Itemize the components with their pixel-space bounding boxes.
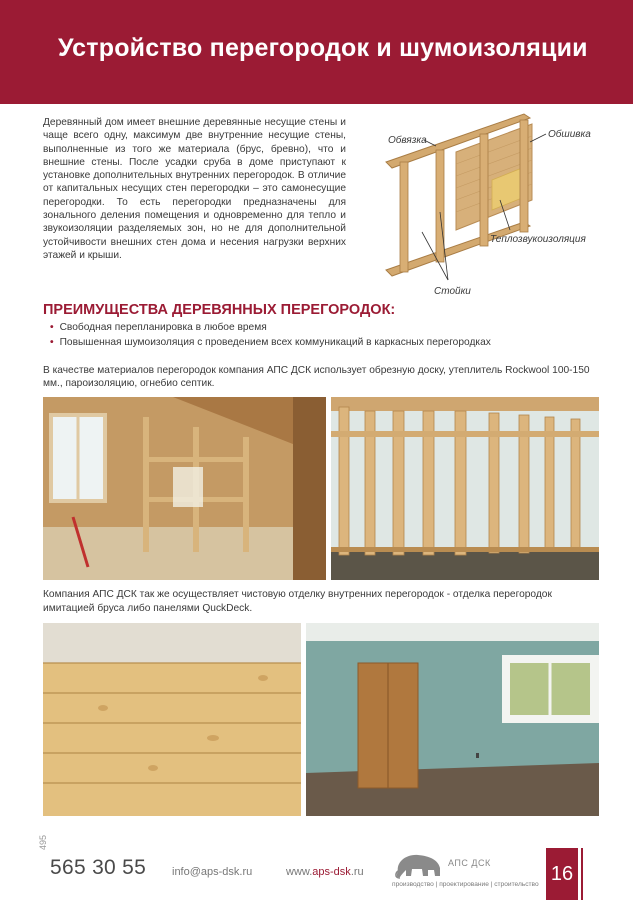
partition-diagram xyxy=(360,112,600,302)
logo-name: АПС ДСК xyxy=(448,858,491,868)
page-number: 16 xyxy=(546,848,578,900)
photo-wood-paneling xyxy=(43,623,301,816)
mammoth-icon xyxy=(392,850,448,880)
label-obvyazka: Обвязка xyxy=(388,135,427,146)
page-title: Устройство перегородок и шумоизоляции xyxy=(58,34,588,62)
list-item xyxy=(50,320,491,335)
photo-finished-room xyxy=(306,623,599,816)
page-number-accent xyxy=(581,848,583,900)
site-domain: aps-dsk xyxy=(312,866,351,878)
stud-2 xyxy=(436,150,444,262)
materials-paragraph: В качестве материалов перегородок компания АПС ДСК использует обрезную доску, утеплитель Rockwool 100-150 мм., пароизоляцию, огнебио септик. xyxy=(43,365,590,390)
photo-partition-framing xyxy=(331,397,599,580)
finishing-paragraph: Компания АПС ДСК так же осуществляет чистовую отделку внутренних перегородок - отделка перегородок имитацией бруса либо панелями QuckDeck. xyxy=(43,589,552,614)
website-link[interactable] xyxy=(286,866,364,878)
bullet-icon: • xyxy=(50,337,54,348)
phone-number: 565 30 55 xyxy=(50,856,147,879)
logo-tagline: производство | проектирование | строительство xyxy=(392,881,539,888)
phone-prefix: 495 xyxy=(38,834,48,850)
header-banner xyxy=(0,0,633,104)
company-logo xyxy=(392,850,542,895)
email-link[interactable]: info@aps-dsk.ru xyxy=(172,866,253,878)
photo-attic-interior xyxy=(43,397,326,580)
advantages-title: ПРЕИМУЩЕСТВА ДЕРЕВЯННЫХ ПЕРЕГОРОДОК: xyxy=(43,302,396,318)
advantage-text: Свободная перепланировка в любое время xyxy=(59,322,267,333)
site-suffix: .ru xyxy=(350,866,364,878)
stud-1 xyxy=(400,162,408,272)
stud-4 xyxy=(520,120,528,232)
label-stoyki: Стойки xyxy=(434,286,471,297)
advantage-text: Повышенная шумоизоляция с проведением всех коммуникаций в каркасных перегородках xyxy=(59,337,491,348)
label-obshivka: Обшивка xyxy=(548,129,591,140)
label-insulation: Теплозвукоизоляция xyxy=(490,234,586,245)
stud-3 xyxy=(480,134,488,246)
intro-paragraph: Деревянный дом имеет внешние деревянные несущие стены и чаще всего одну, максимум две внутренние несущие стены, выполненные из того же материала (брус, бревно), что и внешние стены. После усадки сруба в доме приступают к установке дополнительных внутренних перегородок. В отличие от капитальных несущих стен перегородки – это самонесущие перегородки. То есть перегородки предназначены для зонального деления помещения и одновременно для тепло и звукоизоляции разделяемых зон, но не для дополнительной устойчивости внешних стен дома и несения нагрузки верхних этажей и крыши. xyxy=(43,117,346,261)
bullet-icon: • xyxy=(50,322,54,333)
list-item xyxy=(50,335,491,350)
advantages-list xyxy=(50,320,491,350)
site-prefix: www. xyxy=(286,866,313,878)
